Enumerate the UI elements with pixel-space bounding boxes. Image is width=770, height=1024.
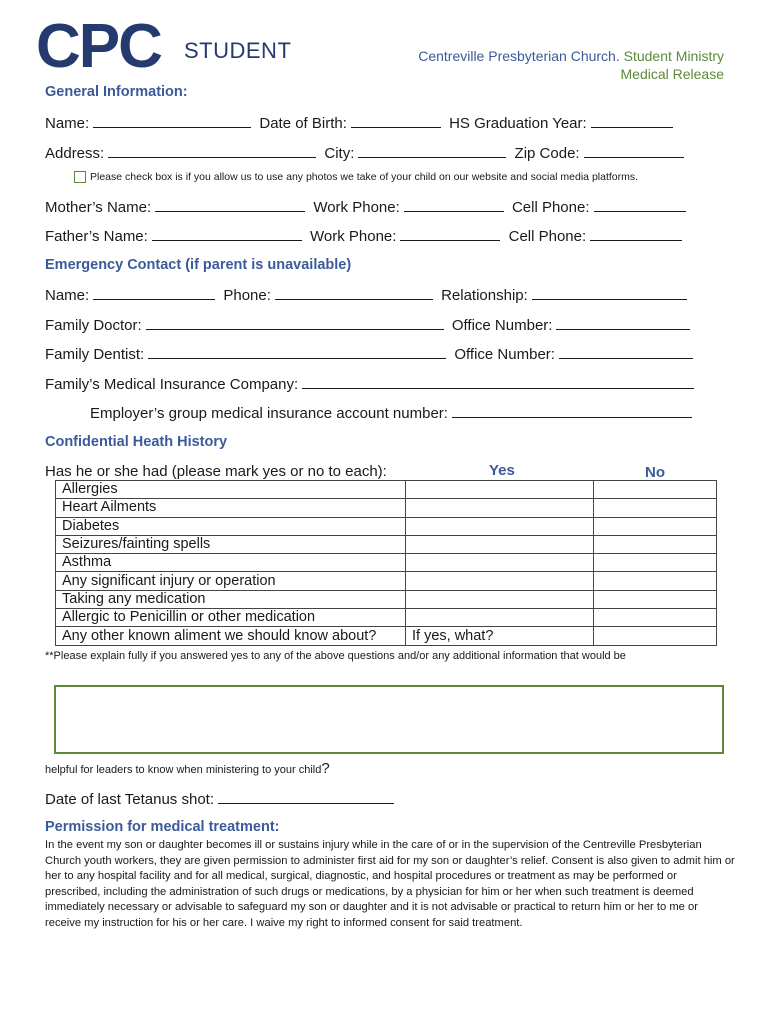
yes-cell[interactable] <box>406 481 594 499</box>
table-row <box>56 572 717 590</box>
condition-label: Allergic to Penicillin or other medication <box>56 609 406 627</box>
photo-consent-checkbox[interactable] <box>74 171 86 183</box>
row-mother <box>45 197 690 217</box>
table-row <box>56 517 717 535</box>
explanation-textbox[interactable] <box>54 685 724 754</box>
photo-consent-text: Please check box is if you allow us to use any photos we take of your child on our website and social media platforms. <box>90 171 639 183</box>
general-info-heading: General Information: <box>45 84 188 100</box>
no-cell[interactable] <box>594 627 717 645</box>
dentist-office-field[interactable] <box>559 344 693 359</box>
header-info <box>418 47 724 83</box>
condition-label: Any other known aliment we should know about? <box>56 627 406 645</box>
condition-label: Any significant injury or operation <box>56 572 406 590</box>
address-field[interactable] <box>108 143 316 158</box>
father-work-field[interactable] <box>400 226 500 241</box>
yes-header: Yes <box>489 462 515 479</box>
yes-cell[interactable] <box>406 499 594 517</box>
table-row <box>56 481 717 499</box>
doctor-field[interactable] <box>146 315 444 330</box>
address-label: Address: <box>45 145 105 162</box>
employer-label: Employer’s group medical insurance account number: <box>90 405 448 422</box>
condition-label: Diabetes <box>56 517 406 535</box>
condition-label: Heart Ailments <box>56 499 406 517</box>
mother-field[interactable] <box>155 197 305 212</box>
no-cell[interactable] <box>594 517 717 535</box>
yes-cell[interactable] <box>406 554 594 572</box>
dentist-field[interactable] <box>148 344 446 359</box>
row-address <box>45 143 688 163</box>
mother-work-field[interactable] <box>404 197 504 212</box>
emergency-name-field[interactable] <box>93 285 215 300</box>
row-name-dob <box>45 113 677 133</box>
father-cell-field[interactable] <box>590 226 682 241</box>
explain-qmark: ? <box>321 760 330 777</box>
zip-label: Zip Code: <box>514 145 580 162</box>
zip-field[interactable] <box>584 143 684 158</box>
row-insurance <box>45 374 698 394</box>
condition-label: Asthma <box>56 554 406 572</box>
table-row <box>56 554 717 572</box>
photo-consent-row <box>74 171 638 183</box>
tetanus-field[interactable] <box>218 789 394 804</box>
church-name: Centreville Presbyterian Church. <box>418 48 620 64</box>
city-field[interactable] <box>358 143 506 158</box>
yes-cell[interactable] <box>406 535 594 553</box>
row-father <box>45 226 686 246</box>
insurance-label: Family’s Medical Insurance Company: <box>45 376 299 393</box>
relationship-label: Relationship: <box>441 287 528 304</box>
table-row <box>56 535 717 553</box>
hs-grad-field[interactable] <box>591 113 673 128</box>
yes-cell[interactable] <box>406 517 594 535</box>
yes-cell[interactable] <box>406 609 594 627</box>
explain-end: helpful for leaders to know when ministering to your child <box>45 764 322 776</box>
form-title: Medical Release <box>620 66 724 82</box>
father-label: Father’s Name: <box>45 228 148 245</box>
dentist-office-label: Office Number: <box>454 346 555 363</box>
logo-cpc: CPC <box>36 12 161 81</box>
no-header: No <box>645 464 665 481</box>
name-label: Name: <box>45 115 90 132</box>
logo-student: STUDENT <box>184 38 292 63</box>
no-cell[interactable] <box>594 481 717 499</box>
row-employer <box>90 403 696 423</box>
if-yes-cell[interactable]: If yes, what? <box>406 627 594 645</box>
row-tetanus <box>45 789 398 809</box>
yes-cell[interactable] <box>406 572 594 590</box>
emergency-phone-field[interactable] <box>275 285 433 300</box>
father-field[interactable] <box>152 226 302 241</box>
health-question: Has he or she had (please mark yes or no to each): <box>45 463 387 480</box>
insurance-field[interactable] <box>302 374 694 389</box>
mother-cell-field[interactable] <box>594 197 686 212</box>
table-row <box>56 627 717 645</box>
mother-cell-label: Cell Phone: <box>511 199 590 216</box>
no-cell[interactable] <box>594 535 717 553</box>
name-field[interactable] <box>93 113 251 128</box>
emergency-name-label: Name: <box>45 287 90 304</box>
relationship-field[interactable] <box>532 285 687 300</box>
mother-work-label: Work Phone: <box>313 199 400 216</box>
father-work-label: Work Phone: <box>310 228 397 245</box>
no-cell[interactable] <box>594 554 717 572</box>
city-label: City: <box>324 145 355 162</box>
mother-label: Mother’s Name: <box>45 199 152 216</box>
doctor-office-field[interactable] <box>556 315 690 330</box>
dentist-label: Family Dentist: <box>45 346 145 363</box>
table-row <box>56 499 717 517</box>
row-dentist <box>45 344 697 364</box>
tetanus-label: Date of last Tetanus shot: <box>45 791 214 808</box>
dob-label: Date of Birth: <box>259 115 347 132</box>
condition-label: Taking any medication <box>56 590 406 608</box>
row-emergency <box>45 285 691 305</box>
health-table <box>55 480 717 646</box>
no-cell[interactable] <box>594 572 717 590</box>
explain-note: **Please explain fully if you answered yes to any of the above questions and/or any additional information that would be <box>45 650 626 662</box>
condition-label: Allergies <box>56 481 406 499</box>
table-row <box>56 609 717 627</box>
employer-field[interactable] <box>452 403 692 418</box>
condition-label: Seizures/fainting spells <box>56 535 406 553</box>
yes-cell[interactable] <box>406 590 594 608</box>
emergency-phone-label: Phone: <box>223 287 271 304</box>
hs-grad-label: HS Graduation Year: <box>449 115 587 132</box>
ministry-name: Student Ministry <box>623 48 724 64</box>
health-heading: Confidential Heath History <box>45 434 228 450</box>
emergency-heading: Emergency Contact (if parent is unavailable) <box>45 257 352 273</box>
no-cell[interactable] <box>594 609 717 627</box>
no-cell[interactable] <box>594 590 717 608</box>
father-cell-label: Cell Phone: <box>508 228 587 245</box>
permission-text: In the event my son or daughter becomes ill or sustains injury while in the care of or in the supervision of the Centreville Presbyterian Church youth workers, they are given permission to administer first aid for my son or daughter’s relief. Consent is also given to admit him or her to any hospital facility and for all medical, surgical, diagnostic, and hospital procedures or treatment as may be performed or prescribed, including the administration of such drugs or medications, by a physician for him or her when such treatment is deemed immediately necessary or advisable to safeguard my son or daughter and it is not advisable or practical to return him or her to me or receive my instruction for his or her care. I waive my right to informed consent for said treatment. <box>45 839 735 929</box>
table-row <box>56 590 717 608</box>
explain-end-row <box>45 760 330 778</box>
row-doctor <box>45 315 694 335</box>
doctor-office-label: Office Number: <box>451 317 553 334</box>
no-cell[interactable] <box>594 499 717 517</box>
dob-field[interactable] <box>351 113 441 128</box>
permission-heading: Permission for medical treatment: <box>45 819 280 835</box>
doctor-label: Family Doctor: <box>45 317 142 334</box>
